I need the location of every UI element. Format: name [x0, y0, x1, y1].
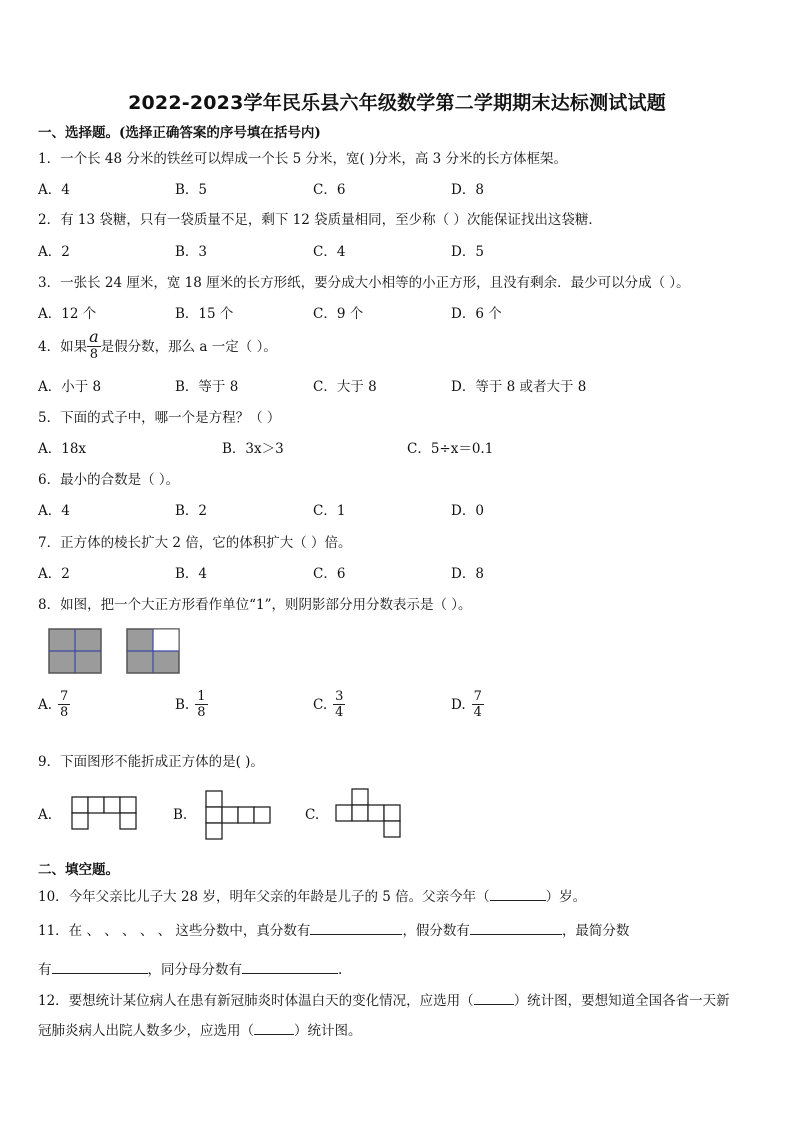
question-9: 9．下面图形不能折成正方体的是( )。 — [38, 754, 264, 770]
fraction-3-4 — [333, 690, 345, 719]
q11-text-d: 有 — [38, 962, 52, 978]
q12-text-c: 冠肺炎病人出院人数多少，应选用（ — [38, 1023, 254, 1039]
fraction-1-8 — [195, 690, 207, 719]
q6-option-a[interactable]: A．4 — [38, 503, 70, 519]
q1-option-b[interactable]: B．5 — [175, 182, 208, 198]
q4-option-d[interactable]: D．等于 8 或者大于 8 — [451, 379, 587, 395]
q11-text-a: 11．在 、 、 、 、 、 这些分数中，真分数有 — [38, 923, 311, 939]
answer-blank[interactable] — [254, 1022, 294, 1035]
fraction-numerator: 7 — [473, 689, 482, 704]
q6-option-d[interactable]: D．0 — [451, 503, 484, 519]
q1-option-a[interactable]: A．4 — [38, 182, 70, 198]
section-heading-choice: 一、选择题。(选择正确答案的序号填在括号内) — [38, 125, 321, 141]
question-1: 1．一个长 48 分米的铁丝可以焊成一个长 5 分米，宽( )分米，高 3 分米的长方体框架。 — [38, 151, 568, 167]
q8-option-a-label: A. — [38, 696, 53, 713]
question-11-continued — [38, 958, 342, 978]
section-heading-fill: 二、填空题。 — [38, 862, 119, 878]
fraction-numerator: 1 — [197, 689, 206, 704]
fraction-denominator: 8 — [60, 705, 69, 720]
q6-option-b[interactable]: B．2 — [175, 503, 208, 519]
q6-option-c[interactable]: C．1 — [313, 503, 346, 519]
q10-text-a: 10．今年父亲比儿子大 28 岁，明年父亲的年龄是儿子的 5 倍。父亲今年（ — [38, 889, 490, 905]
fraction-denominator: 8 — [197, 705, 206, 720]
fraction-denominator: 4 — [335, 705, 344, 720]
question-8: 8．如图，把一个大正方形看作单位“1”，则阴影部分用分数表示是（ ）。 — [38, 597, 472, 613]
question-10 — [38, 885, 586, 905]
q7-option-d[interactable]: D．8 — [451, 566, 484, 582]
square-figure-full — [48, 628, 102, 674]
answer-blank[interactable] — [474, 992, 514, 1005]
question-3: 3．一张长 24 厘米，宽 18 厘米的长方形纸，要分成大小相等的小正方形，且没有剩余．最少可以分成（ ）。 — [38, 275, 690, 291]
question-11 — [38, 919, 629, 939]
q12-text-a: 12．要想统计某位病人在患有新冠肺炎时体温白天的变化情况，应选用（ — [38, 993, 474, 1009]
q9-option-c[interactable]: C. — [305, 807, 320, 823]
fraction-a-over-8 — [87, 329, 101, 361]
answer-blank[interactable] — [470, 922, 562, 935]
q2-option-a[interactable]: A．2 — [38, 244, 70, 260]
q8-option-c-label: C. — [313, 696, 328, 713]
q11-text-e: ，同分母分数有 — [147, 962, 242, 978]
q11-text-f: . — [338, 962, 343, 978]
answer-blank[interactable] — [310, 922, 402, 935]
answer-blank[interactable] — [52, 961, 148, 974]
q12-text-d: ）统计图。 — [294, 1023, 362, 1039]
q8-option-a[interactable] — [38, 690, 70, 719]
fraction-denominator: 8 — [89, 347, 98, 362]
page-title: 2022-2023学年民乐县六年级数学第二学期期末达标测试试题 — [128, 92, 666, 114]
cube-net-a — [70, 795, 140, 835]
fraction-numerator: a — [89, 327, 99, 346]
q10-text-b: ）岁。 — [545, 889, 587, 905]
q8-option-c[interactable] — [313, 690, 345, 719]
q11-text-c: ，最简分数 — [561, 923, 630, 939]
question-4 — [38, 329, 277, 361]
q8-option-d[interactable] — [451, 690, 484, 719]
q3-option-c[interactable]: C．9 个 — [313, 306, 364, 322]
q1-option-c[interactable]: C．6 — [313, 182, 346, 198]
q5-option-a[interactable]: A．18x — [38, 441, 87, 457]
q3-option-d[interactable]: D．6 个 — [451, 306, 502, 322]
fraction-numerator: 7 — [60, 689, 69, 704]
answer-blank[interactable] — [242, 961, 338, 974]
answer-blank[interactable] — [490, 888, 546, 901]
q2-option-c[interactable]: C．4 — [313, 244, 346, 260]
q4-option-b[interactable]: B．等于 8 — [175, 379, 239, 395]
q4-prefix: 4．如果 — [38, 339, 88, 355]
cube-net-b — [204, 789, 274, 845]
cube-net-c — [334, 787, 406, 843]
question-7: 7．正方体的棱长扩大 2 倍，它的体积扩大（ ）倍。 — [38, 535, 352, 551]
question-12-continued — [38, 1019, 362, 1039]
q8-option-b[interactable] — [175, 690, 208, 719]
q1-option-d[interactable]: D．8 — [451, 182, 484, 198]
q8-option-b-label: B. — [175, 696, 190, 713]
fraction-numerator: 3 — [335, 689, 344, 704]
fraction-denominator: 4 — [473, 705, 482, 720]
q7-option-b[interactable]: B．4 — [175, 566, 208, 582]
q3-option-b[interactable]: B．15 个 — [175, 306, 234, 322]
q2-option-d[interactable]: D．5 — [451, 244, 484, 260]
q11-text-b: ，假分数有 — [402, 923, 470, 939]
question-12 — [38, 989, 730, 1009]
q12-text-b: ）统计图，要想知道全国各省一天新 — [513, 993, 730, 1009]
square-figure-partial — [126, 628, 180, 674]
q7-option-a[interactable]: A．2 — [38, 566, 70, 582]
q4-suffix: 是假分数，那么 a 一定（ ）。 — [100, 339, 277, 355]
q5-option-b[interactable]: B．3x＞3 — [222, 441, 284, 457]
question-2: 2．有 13 袋糖，只有一袋质量不足，剩下 12 袋质量相同，至少称（ ）次能保证找出这袋糖． — [38, 212, 602, 228]
question-5: 5．下面的式子中，哪一个是方程？（ ） — [38, 410, 281, 426]
fraction-7-4 — [472, 690, 484, 719]
q7-option-c[interactable]: C．6 — [313, 566, 346, 582]
fraction-7-8 — [58, 690, 70, 719]
q9-option-b[interactable]: B. — [173, 807, 188, 823]
question-6: 6．最小的合数是（ ）。 — [38, 472, 180, 488]
q3-option-a[interactable]: A．12 个 — [38, 306, 97, 322]
q9-option-a[interactable]: A. — [38, 807, 53, 823]
q4-option-a[interactable]: A．小于 8 — [38, 379, 102, 395]
q4-option-c[interactable]: C．大于 8 — [313, 379, 377, 395]
q2-option-b[interactable]: B．3 — [175, 244, 208, 260]
q5-option-c[interactable]: C．5÷x＝0.1 — [407, 441, 494, 457]
q8-option-d-label: D. — [451, 696, 466, 713]
